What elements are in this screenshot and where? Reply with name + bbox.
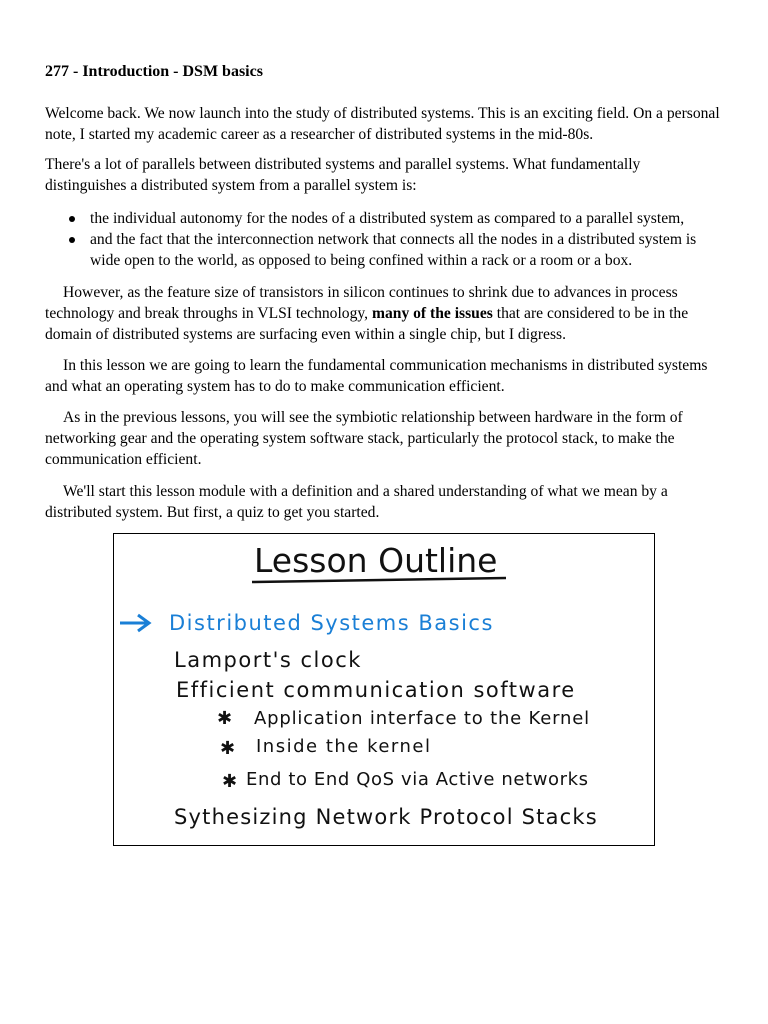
- paragraph-welcome: Welcome back. We now launch into the study of distributed systems. This is an exciting field. On a personal note, I started my academic career as a researcher of distributed systems in the mid-80s.: [45, 105, 720, 143]
- bold-emphasis: many of the issues: [371, 305, 493, 322]
- bullet-dot: [69, 237, 75, 243]
- paragraph-lesson: In this lesson we are going to learn the fundamental communication mechanisms in distributed systems and what an operating system has to do to make communication efficient.: [45, 357, 708, 395]
- outline-item: Lamport's clock: [174, 648, 362, 672]
- outline-subitem: Inside the kernel: [256, 736, 432, 757]
- outline-item: Sythesizing Network Protocol Stacks: [174, 805, 598, 829]
- outline-subitem-star: ✱: [220, 738, 236, 759]
- bullet-text: and the fact that the interconnection network that connects all the nodes in a distributed system is wide open to the world, as opposed to being confined within a rack or a room or a box.: [90, 231, 697, 269]
- outline-subitem-star: ✱: [222, 771, 238, 792]
- paragraph-however: [45, 282, 725, 345]
- bullet-text: the individual autonomy for the nodes of a distributed system as compared to a parallel system,: [90, 210, 685, 227]
- page-title: 277 - Introduction - DSM basics: [45, 63, 263, 80]
- handwritten-slide: [114, 534, 654, 845]
- paragraph-start: We'll start this lesson module with a definition and a shared understanding of what we mean by a distributed system. But first, a quiz to get you started.: [45, 483, 668, 521]
- paragraph-parallels: There's a lot of parallels between distributed systems and parallel systems. What fundamentally distinguishes a distributed system from a parallel system is:: [45, 156, 641, 194]
- outline-subitem: Application interface to the Kernel: [254, 708, 590, 729]
- list-item: [45, 208, 725, 229]
- lesson-outline-figure: [113, 533, 655, 846]
- slide-title: Lesson Outline: [254, 541, 498, 580]
- outline-item: Efficient communication software: [176, 678, 576, 702]
- list-item: [45, 229, 725, 271]
- paragraph-symbiotic: As in the previous lessons, you will see the symbiotic relationship between hardware in the form of networking gear and the operating system software stack, particularly the protocol stack, to make the communication efficient.: [45, 409, 683, 468]
- bullet-list: [45, 208, 725, 271]
- outline-item-current: Distributed Systems Basics: [169, 611, 494, 635]
- outline-subitem-star: ✱: [217, 708, 233, 729]
- bullet-dot: [69, 216, 75, 222]
- arrow-icon: [120, 615, 149, 631]
- paragraph-however-text-2: that are considered to be in the domain of distributed systems are surfacing even within a single chip, but I digress.: [45, 305, 689, 343]
- paragraph-however-text-1: However, as the feature size of transistors in silicon continues to shrink due to advances in process technology and break throughs in VLSI technology,: [45, 284, 678, 322]
- outline-subitem: End to End QoS via Active networks: [246, 769, 589, 790]
